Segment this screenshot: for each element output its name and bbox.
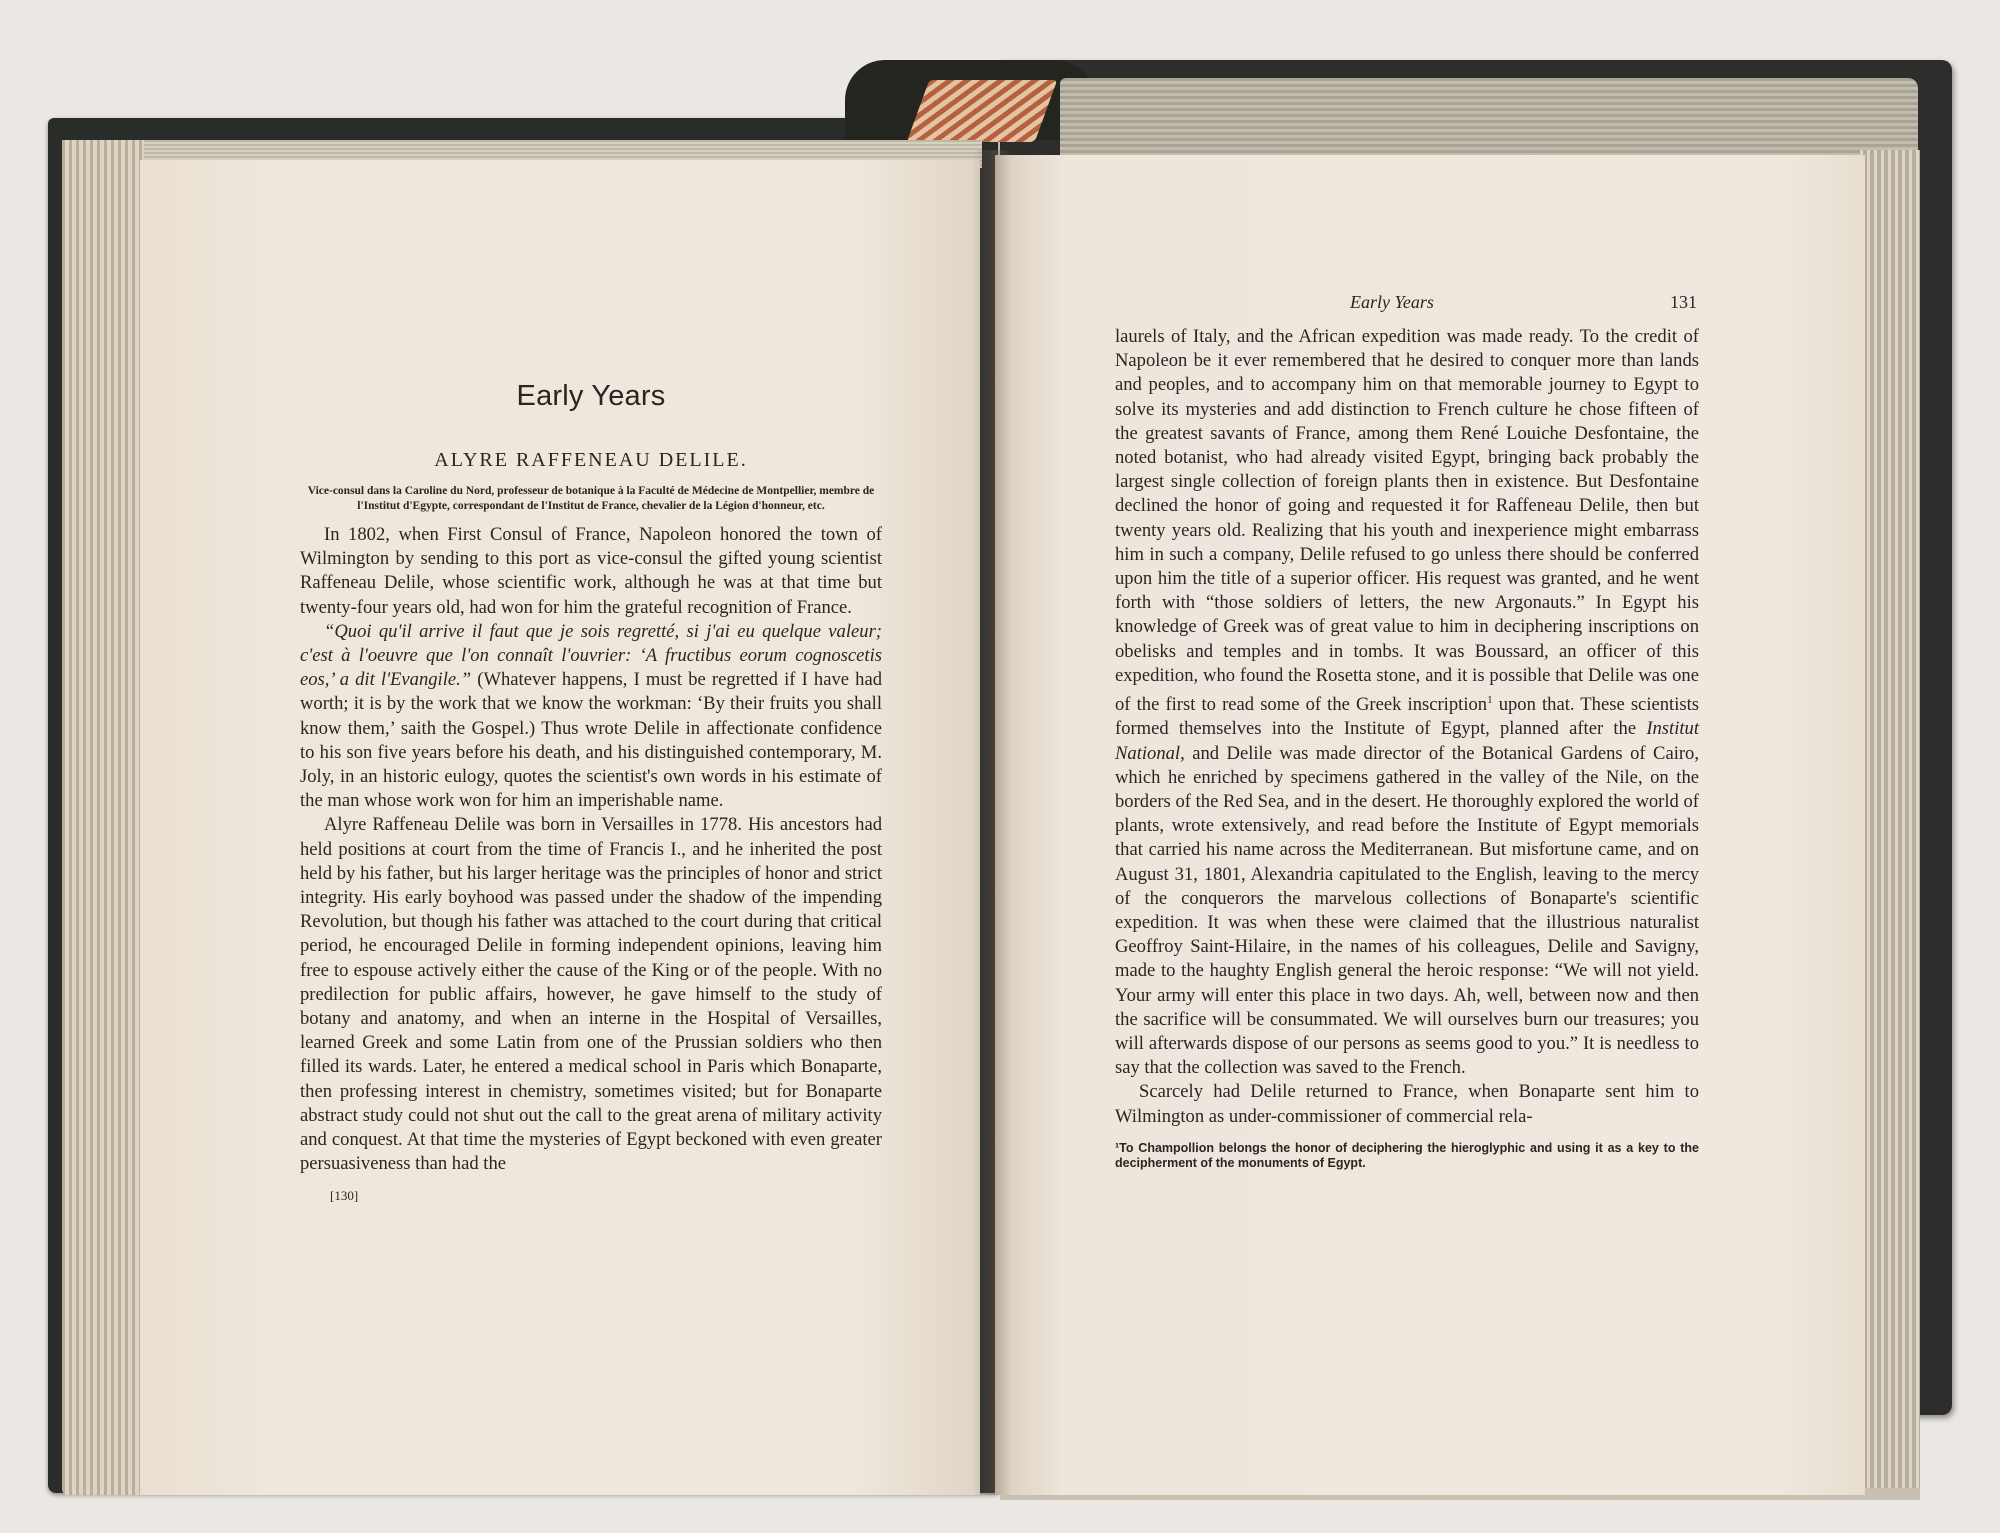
paragraph: Alyre Raffeneau Delile was born in Versailles in 1778. His ancestors had held positions at court from the time of Francis I., and he inherited the post held by his father, but his larger heritage was the principles of honor and strict integrity. His early boyhood was passed under the shadow of the impending Revolution, but though his father was attached to the court during that critical period, he encouraged Delile in forming independent opinions, leaving him free to espouse actively either the cause of the King or of the people. With no predilection for public affairs, however, he gave himself to the study of botany and anatomy, and when an interne in the Hospital of Versailles, learned Greek and some Latin from one of the Prussian soldiers who then filled its wards. Later, he entered a medical school in Paris which Bonaparte, then professing interest in chemistry, sometimes visited; but for Bonaparte abstract study could not shut out the call to the great arena of military activity and conquest. At that time the mysteries of Egypt beckoned with even greater persuasiveness than had the <box>300 814 882 1175</box>
footnote-marker: 1 <box>1487 694 1493 707</box>
running-head-title: Early Years <box>1350 292 1434 312</box>
paragraph-quote <box>300 620 882 814</box>
chapter-title: Early Years <box>516 380 666 412</box>
paragraph-text: laurels of Italy, and the African expedition was made ready. To the credit of Napoleon be it ever remembered that he desired to conquer more than lands and peoples, and to accompany him on that memorable journey to Egypt to solve its mysteries and add distinction to French culture he chose fifteen of the greatest savants of France, among them René Louiche Desfontaine, the noted botanist, who had already visited Egypt, bringing back probably the largest single collection of foreign plants then in existence. But Desfontaine declined the honor of going and requested it for Raffeneau Delile, then but twenty years old. Realizing that his youth and inexperience might embarrass him in such a company, Delile refused to go unless there should be conferred upon him the title of a superior officer. His request was granted, and he went forth with “those soldiers of letters, the new Argonauts.” In Egypt his knowledge of Greek was of great value to him in deciphering inscriptions on obelisks and temples and in tombs. It was Boussard, an officer of this expedition, who found the Rosetta stone, and it is possible that Delile was one of the first to read some of the Greek inscription <box>1115 326 1699 716</box>
paragraph <box>1115 325 1699 1080</box>
paragraph: In 1802, when First Consul of France, Napoleon honored the town of Wilmington by sending to this port as vice-consul the gifted young scientist Raffeneau Delile, whose scientific work, although he was at that time but twenty-four years old, had won for him the grateful recognition of France. <box>300 524 882 618</box>
french-quote: “Quoi qu'il arrive il faut que je sois regretté, si j'ai eu quelque valeur; c'est à l'oeuvre que l'on connaît l'ouvrier: ‘A fructibus eorum cognoscetis eos,’ a dit l'Evangile.” <box>300 620 882 691</box>
italic-term: Institut National, <box>1115 718 1699 764</box>
left-page-text <box>300 370 882 1204</box>
paragraph: Scarcely had Delile returned to France, when Bonaparte sent him to Wilmington as under-commissioner of commercial rela- <box>1115 1081 1699 1127</box>
page-number: 131 <box>1670 292 1697 312</box>
footnote: ¹To Champollion belongs the honor of deciphering the hieroglyphic and using it as a key to the decipherment of the monuments of Egypt. <box>1115 1140 1699 1170</box>
bookmark-ribbon <box>907 80 1058 142</box>
subject-credentials: Vice-consul dans la Caroline du Nord, professeur de botanique à la Faculté de Médecine de Montpellier, membre de l'Institut d'Egypte, correspondant de l'Institut de France, chevalier de la Légion d'honneur, etc. <box>307 485 875 512</box>
section-heading: ALYRE RAFFENEAU DELILE. <box>434 449 748 471</box>
right-page-block-side-edge <box>1860 150 1920 1498</box>
page-number: [130] <box>330 1188 359 1204</box>
right-page-text <box>1115 292 1699 1171</box>
paragraph-text: upon that. These scientists formed themselves into the Institute of Egypt, planned after the <box>1115 694 1699 740</box>
right-page-block-edge <box>1060 78 1918 156</box>
page-gutter <box>972 150 1012 1495</box>
running-head <box>1115 292 1699 313</box>
quote-translation: (Whatever happens, I must be regretted if I have had worth; it is by the work that we know the workman: ‘By their fruits you shall know them,’ saith the Gospel.) Thus wrote Delile in affectionate confidence to his son five years before his death, and his distinguished contemporary, M. Joly, in an historic eulogy, quotes the scientist's own words in his estimate of the man whose work won for him an imperishable name. <box>300 669 882 812</box>
paragraph-text: and Delile was made director of the Botanical Gardens of Cairo, which he enriched by specimens gathered in the valley of the Nile, on the borders of the Red Sea, and in the desert. He thoroughly explored the world of plants, wrote extensively, and read before the Institute of Egypt memorials that carried his name across the Mediterranean. But misfortune came, and on August 31, 1801, Alexandria capitulated to the English, leaving to the mercy of the conquerors the marvelous collections of Bonaparte's scientific expedition. It was when these were claimed that the illustrious naturalist Geoffroy Saint-Hilaire, in the names of his colleagues, Delile and Savigny, made to the haughty English general the heroic response: “We will not yield. Your army will enter this place in two days. Ah, well, between now and then the sacrifice will be consummated. We will ourselves burn our treasures; you will afterwards dispose of our persons as seems good to you.” It is needless to say that the collection was saved to the French. <box>1115 742 1699 1079</box>
left-page-block-side-edge <box>62 140 144 1495</box>
